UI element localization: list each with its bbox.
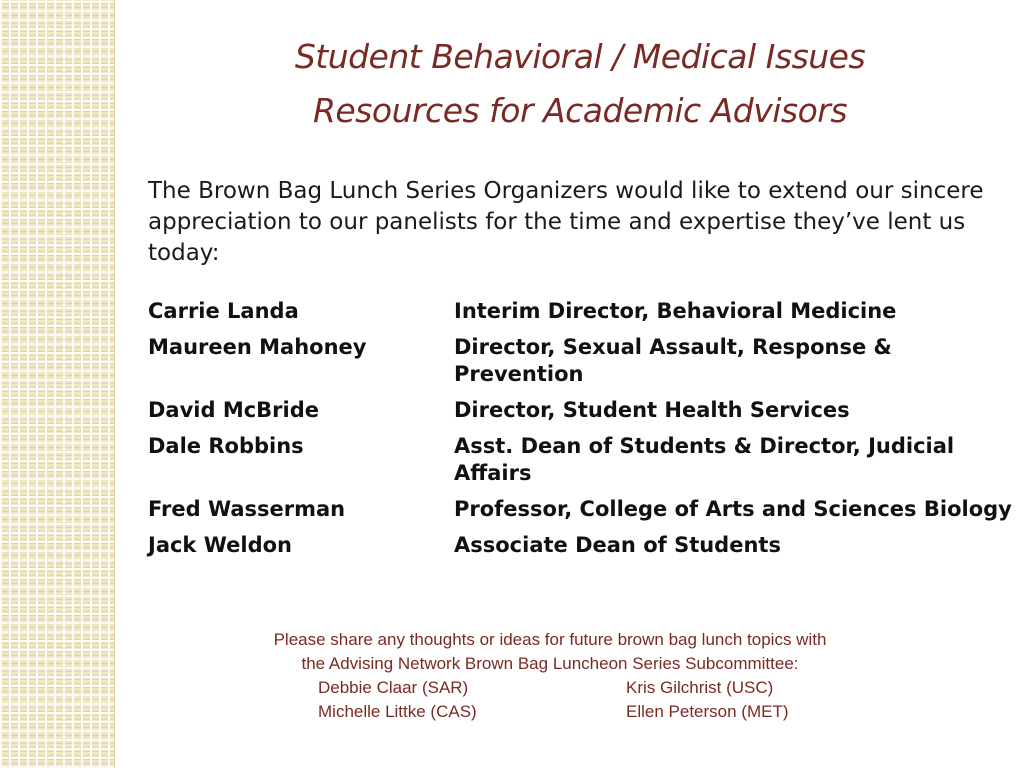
contact-name: Kris Gilchrist (USC) (626, 678, 774, 697)
footer-line-1: Please share any thoughts or ideas for future brown bag lunch topics with (273, 630, 827, 649)
panelist-name: Jack Weldon (148, 533, 292, 557)
contact-row (318, 676, 918, 700)
panelist-row (148, 532, 1018, 559)
panelist-row (148, 433, 1018, 487)
title-line-2: Resources for Academic Advisors (312, 91, 848, 130)
panelist-role: Asst. Dean of Students & Director, Judicial Affairs (454, 434, 955, 485)
panelist-row (148, 298, 1018, 325)
panelist-role: Professor, College of Arts and Sciences Biology (454, 497, 1012, 521)
subcommittee-contacts (318, 676, 918, 724)
panelist-list (148, 298, 1018, 568)
panelist-row (148, 496, 1018, 523)
panelist-name: David McBride (148, 398, 320, 422)
contact-name: Ellen Peterson (MET) (626, 702, 789, 721)
intro-paragraph: The Brown Bag Lunch Series Organizers would like to extend our sincere appreciation to our panelists for the time and expertise they’ve lent us today: (148, 178, 984, 266)
panelist-role: Director, Sexual Assault, Response & Prevention (454, 335, 892, 386)
panelist-name: Dale Robbins (148, 434, 304, 458)
footer-line-2: the Advising Network Brown Bag Luncheon Series Subcommittee: (301, 654, 799, 673)
footer-note (150, 628, 950, 721)
title-line-1: Student Behavioral / Medical Issues (294, 37, 866, 76)
contact-name: Debbie Claar (SAR) (318, 678, 469, 697)
slide-title (150, 30, 1010, 138)
panelist-role: Interim Director, Behavioral Medicine (454, 299, 897, 323)
panelist-row (148, 334, 1018, 388)
contact-name: Michelle Littke (CAS) (318, 702, 477, 721)
panelist-row (148, 397, 1018, 424)
panelist-name: Carrie Landa (148, 299, 299, 323)
panelist-role: Associate Dean of Students (454, 533, 781, 557)
decorative-side-pattern (0, 0, 115, 768)
panelist-name: Maureen Mahoney (148, 335, 367, 359)
contact-row (318, 700, 918, 724)
panelist-name: Fred Wasserman (148, 497, 346, 521)
panelist-role: Director, Student Health Services (454, 398, 850, 422)
